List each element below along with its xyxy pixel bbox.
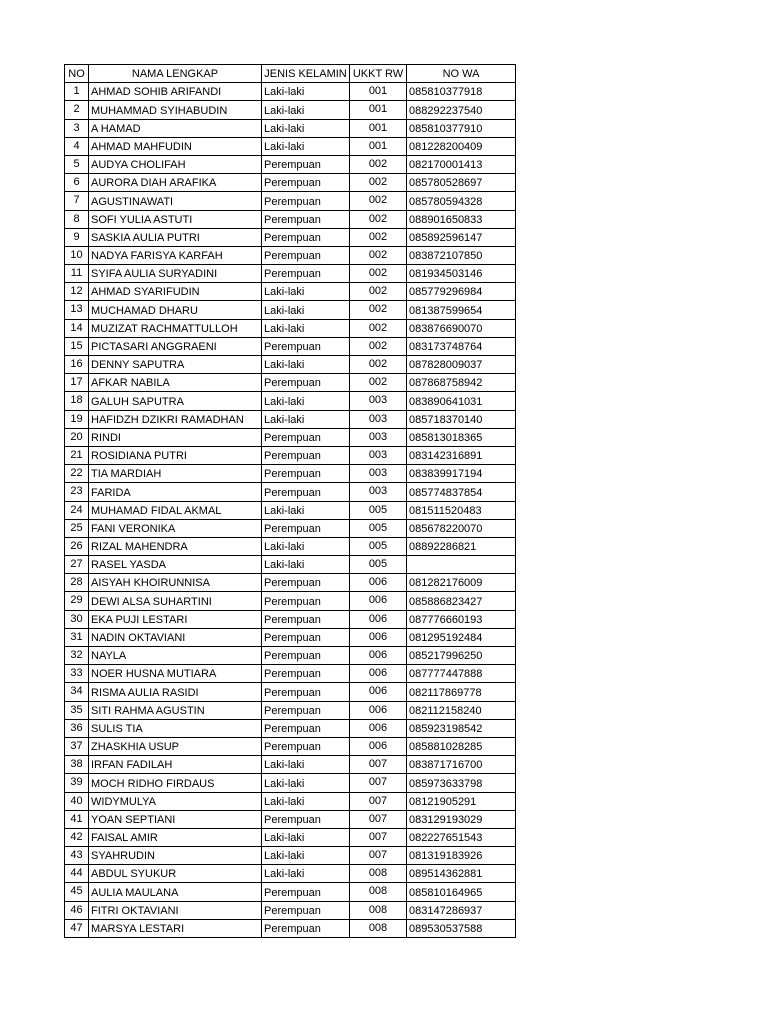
cell-no: 44 <box>65 865 89 883</box>
cell-ukkt-rw: 002 <box>350 174 407 192</box>
table-row <box>65 428 516 446</box>
cell-jenis-kelamin: Perempuan <box>262 665 350 683</box>
cell-jenis-kelamin: Laki-laki <box>262 119 350 137</box>
cell-no-wa: 083173748764 <box>407 337 516 355</box>
cell-no-wa: 085810164965 <box>407 883 516 901</box>
cell-jenis-kelamin: Laki-laki <box>262 410 350 428</box>
cell-nama-lengkap: IRFAN FADILAH <box>89 756 262 774</box>
header-no: NO <box>65 65 89 83</box>
cell-no-wa: 083876690070 <box>407 319 516 337</box>
cell-jenis-kelamin: Perempuan <box>262 574 350 592</box>
cell-jenis-kelamin: Laki-laki <box>262 774 350 792</box>
table-row <box>65 519 516 537</box>
cell-jenis-kelamin: Laki-laki <box>262 83 350 101</box>
header-no-wa: NO WA <box>407 65 516 83</box>
cell-no: 14 <box>65 319 89 337</box>
table-row <box>65 101 516 119</box>
cell-jenis-kelamin: Laki-laki <box>262 501 350 519</box>
cell-jenis-kelamin: Laki-laki <box>262 101 350 119</box>
cell-no-wa: 081387599654 <box>407 301 516 319</box>
cell-ukkt-rw: 007 <box>350 828 407 846</box>
header-row <box>65 65 516 83</box>
table-row <box>65 483 516 501</box>
cell-no-wa: 085973633798 <box>407 774 516 792</box>
cell-no-wa: 083890641031 <box>407 392 516 410</box>
cell-jenis-kelamin: Perempuan <box>262 428 350 446</box>
cell-no-wa: 085881028285 <box>407 737 516 755</box>
table-row <box>65 83 516 101</box>
cell-no-wa: 083129193029 <box>407 810 516 828</box>
cell-no-wa: 083872107850 <box>407 246 516 264</box>
cell-no: 37 <box>65 737 89 755</box>
cell-jenis-kelamin: Perempuan <box>262 810 350 828</box>
cell-jenis-kelamin: Perempuan <box>262 610 350 628</box>
table-row <box>65 301 516 319</box>
cell-no: 4 <box>65 137 89 155</box>
cell-no-wa: 083142316891 <box>407 446 516 464</box>
cell-jenis-kelamin: Perempuan <box>262 737 350 755</box>
cell-no-wa: 089514362881 <box>407 865 516 883</box>
member-table <box>64 64 516 938</box>
cell-no-wa: 082170001413 <box>407 155 516 173</box>
cell-ukkt-rw: 003 <box>350 410 407 428</box>
cell-ukkt-rw: 007 <box>350 756 407 774</box>
cell-nama-lengkap: DENNY SAPUTRA <box>89 356 262 374</box>
table-row <box>65 683 516 701</box>
cell-jenis-kelamin: Perempuan <box>262 901 350 919</box>
cell-no-wa <box>407 556 516 574</box>
cell-ukkt-rw: 005 <box>350 556 407 574</box>
cell-no: 31 <box>65 628 89 646</box>
cell-nama-lengkap: SYAHRUDIN <box>89 847 262 865</box>
cell-nama-lengkap: ABDUL SYUKUR <box>89 865 262 883</box>
cell-no-wa: 085779296984 <box>407 283 516 301</box>
cell-no: 24 <box>65 501 89 519</box>
cell-jenis-kelamin: Perempuan <box>262 719 350 737</box>
cell-ukkt-rw: 006 <box>350 701 407 719</box>
cell-jenis-kelamin: Perempuan <box>262 155 350 173</box>
cell-nama-lengkap: PICTASARI ANGGRAENI <box>89 337 262 355</box>
cell-nama-lengkap: AURORA DIAH ARAFIKA <box>89 174 262 192</box>
table-row <box>65 337 516 355</box>
cell-jenis-kelamin: Laki-laki <box>262 319 350 337</box>
cell-nama-lengkap: AGUSTINAWATI <box>89 192 262 210</box>
cell-no: 30 <box>65 610 89 628</box>
cell-ukkt-rw: 003 <box>350 446 407 464</box>
cell-no-wa: 083839917194 <box>407 465 516 483</box>
cell-no-wa: 089530537588 <box>407 919 516 937</box>
cell-no-wa: 085892596147 <box>407 228 516 246</box>
table-row <box>65 774 516 792</box>
cell-ukkt-rw: 007 <box>350 847 407 865</box>
cell-ukkt-rw: 002 <box>350 265 407 283</box>
cell-ukkt-rw: 003 <box>350 428 407 446</box>
cell-jenis-kelamin: Laki-laki <box>262 392 350 410</box>
cell-no-wa: 081282176009 <box>407 574 516 592</box>
cell-no: 32 <box>65 647 89 665</box>
cell-jenis-kelamin: Perempuan <box>262 628 350 646</box>
cell-no: 33 <box>65 665 89 683</box>
table-row <box>65 901 516 919</box>
cell-no-wa: 088901650833 <box>407 210 516 228</box>
cell-ukkt-rw: 006 <box>350 719 407 737</box>
cell-nama-lengkap: AHMAD SOHIB ARIFANDI <box>89 83 262 101</box>
table-row <box>65 828 516 846</box>
cell-ukkt-rw: 005 <box>350 519 407 537</box>
cell-nama-lengkap: RASEL YASDA <box>89 556 262 574</box>
table-row <box>65 610 516 628</box>
table-row <box>65 265 516 283</box>
cell-ukkt-rw: 008 <box>350 901 407 919</box>
table-row <box>65 756 516 774</box>
cell-ukkt-rw: 002 <box>350 319 407 337</box>
cell-no: 18 <box>65 392 89 410</box>
cell-jenis-kelamin: Perempuan <box>262 174 350 192</box>
cell-no: 2 <box>65 101 89 119</box>
cell-no-wa: 085810377918 <box>407 83 516 101</box>
table-row <box>65 883 516 901</box>
cell-no-wa: 083871716700 <box>407 756 516 774</box>
cell-nama-lengkap: NOER HUSNA MUTIARA <box>89 665 262 683</box>
cell-nama-lengkap: RINDI <box>89 428 262 446</box>
cell-nama-lengkap: AUDYA CHOLIFAH <box>89 155 262 173</box>
cell-no: 7 <box>65 192 89 210</box>
cell-nama-lengkap: EKA PUJI LESTARI <box>89 610 262 628</box>
cell-no-wa: 081934503146 <box>407 265 516 283</box>
cell-nama-lengkap: NAYLA <box>89 647 262 665</box>
cell-ukkt-rw: 006 <box>350 665 407 683</box>
table-header <box>65 65 516 83</box>
cell-jenis-kelamin: Perempuan <box>262 228 350 246</box>
table-row <box>65 228 516 246</box>
cell-no-wa: 087828009037 <box>407 356 516 374</box>
cell-ukkt-rw: 003 <box>350 483 407 501</box>
cell-nama-lengkap: MARSYA LESTARI <box>89 919 262 937</box>
cell-ukkt-rw: 006 <box>350 574 407 592</box>
cell-no-wa: 085678220070 <box>407 519 516 537</box>
cell-nama-lengkap: ROSIDIANA PUTRI <box>89 446 262 464</box>
table-row <box>65 537 516 555</box>
cell-no-wa: 085886823427 <box>407 592 516 610</box>
cell-no-wa: 088292237540 <box>407 101 516 119</box>
cell-ukkt-rw: 006 <box>350 592 407 610</box>
cell-ukkt-rw: 001 <box>350 83 407 101</box>
header-nama-lengkap: NAMA LENGKAP <box>89 65 262 83</box>
cell-nama-lengkap: AISYAH KHOIRUNNISA <box>89 574 262 592</box>
cell-ukkt-rw: 002 <box>350 192 407 210</box>
table-row <box>65 374 516 392</box>
cell-ukkt-rw: 003 <box>350 392 407 410</box>
cell-jenis-kelamin: Perempuan <box>262 210 350 228</box>
cell-no-wa: 081319183926 <box>407 847 516 865</box>
cell-no: 3 <box>65 119 89 137</box>
cell-jenis-kelamin: Laki-laki <box>262 137 350 155</box>
cell-nama-lengkap: FANI VERONIKA <box>89 519 262 537</box>
cell-no: 35 <box>65 701 89 719</box>
cell-ukkt-rw: 007 <box>350 792 407 810</box>
cell-ukkt-rw: 006 <box>350 610 407 628</box>
cell-nama-lengkap: DEWI ALSA SUHARTINI <box>89 592 262 610</box>
cell-no-wa: 08121905291 <box>407 792 516 810</box>
cell-no-wa: 081511520483 <box>407 501 516 519</box>
cell-no: 45 <box>65 883 89 901</box>
table-row <box>65 665 516 683</box>
table-row <box>65 246 516 264</box>
cell-no: 42 <box>65 828 89 846</box>
cell-nama-lengkap: SOFI YULIA ASTUTI <box>89 210 262 228</box>
table-row <box>65 356 516 374</box>
cell-ukkt-rw: 006 <box>350 737 407 755</box>
cell-no-wa: 087777447888 <box>407 665 516 683</box>
cell-nama-lengkap: SITI RAHMA AGUSTIN <box>89 701 262 719</box>
table-row <box>65 810 516 828</box>
cell-ukkt-rw: 002 <box>350 228 407 246</box>
cell-ukkt-rw: 003 <box>350 465 407 483</box>
cell-no: 46 <box>65 901 89 919</box>
cell-jenis-kelamin: Perempuan <box>262 592 350 610</box>
cell-jenis-kelamin: Perempuan <box>262 446 350 464</box>
cell-nama-lengkap: FAISAL AMIR <box>89 828 262 846</box>
cell-nama-lengkap: RISMA AULIA RASIDI <box>89 683 262 701</box>
cell-nama-lengkap: FARIDA <box>89 483 262 501</box>
cell-no-wa: 087868758942 <box>407 374 516 392</box>
cell-no-wa: 083147286937 <box>407 901 516 919</box>
cell-nama-lengkap: MUHAMAD FIDAL AKMAL <box>89 501 262 519</box>
cell-ukkt-rw: 007 <box>350 774 407 792</box>
cell-no: 26 <box>65 537 89 555</box>
cell-jenis-kelamin: Perempuan <box>262 519 350 537</box>
table-row <box>65 737 516 755</box>
table-row <box>65 319 516 337</box>
cell-ukkt-rw: 002 <box>350 155 407 173</box>
header-ukkt-rw: UKKT RW <box>350 65 407 83</box>
cell-no: 10 <box>65 246 89 264</box>
cell-ukkt-rw: 008 <box>350 865 407 883</box>
table-row <box>65 847 516 865</box>
cell-jenis-kelamin: Laki-laki <box>262 556 350 574</box>
cell-no-wa: 081228200409 <box>407 137 516 155</box>
cell-no: 23 <box>65 483 89 501</box>
cell-nama-lengkap: AFKAR NABILA <box>89 374 262 392</box>
cell-jenis-kelamin: Laki-laki <box>262 865 350 883</box>
cell-no: 15 <box>65 337 89 355</box>
cell-nama-lengkap: ZHASKHIA USUP <box>89 737 262 755</box>
cell-ukkt-rw: 001 <box>350 101 407 119</box>
table-row <box>65 647 516 665</box>
cell-jenis-kelamin: Laki-laki <box>262 301 350 319</box>
cell-no: 28 <box>65 574 89 592</box>
cell-nama-lengkap: AHMAD SYARIFUDIN <box>89 283 262 301</box>
cell-jenis-kelamin: Perempuan <box>262 192 350 210</box>
table-row <box>65 501 516 519</box>
cell-ukkt-rw: 008 <box>350 919 407 937</box>
cell-nama-lengkap: NADYA FARISYA KARFAH <box>89 246 262 264</box>
cell-no-wa: 082227651543 <box>407 828 516 846</box>
cell-nama-lengkap: YOAN SEPTIANI <box>89 810 262 828</box>
cell-no-wa: 087776660193 <box>407 610 516 628</box>
cell-no: 13 <box>65 301 89 319</box>
cell-ukkt-rw: 001 <box>350 119 407 137</box>
cell-nama-lengkap: MUZIZAT RACHMATTULLOH <box>89 319 262 337</box>
table-row <box>65 919 516 937</box>
cell-no-wa: 08892286821 <box>407 537 516 555</box>
cell-no: 19 <box>65 410 89 428</box>
cell-no-wa: 081295192484 <box>407 628 516 646</box>
table-row <box>65 446 516 464</box>
table-row <box>65 719 516 737</box>
cell-no: 20 <box>65 428 89 446</box>
cell-no-wa: 085718370140 <box>407 410 516 428</box>
cell-jenis-kelamin: Laki-laki <box>262 537 350 555</box>
cell-no: 21 <box>65 446 89 464</box>
cell-ukkt-rw: 007 <box>350 810 407 828</box>
header-jenis-kelamin: JENIS KELAMIN <box>262 65 350 83</box>
cell-no: 17 <box>65 374 89 392</box>
cell-no: 47 <box>65 919 89 937</box>
cell-no: 43 <box>65 847 89 865</box>
cell-no-wa: 085810377910 <box>407 119 516 137</box>
cell-jenis-kelamin: Perempuan <box>262 374 350 392</box>
cell-nama-lengkap: SYIFA AULIA SURYADINI <box>89 265 262 283</box>
cell-jenis-kelamin: Perempuan <box>262 701 350 719</box>
cell-ukkt-rw: 005 <box>350 501 407 519</box>
table-row <box>65 574 516 592</box>
cell-no-wa: 085923198542 <box>407 719 516 737</box>
cell-no: 25 <box>65 519 89 537</box>
cell-ukkt-rw: 002 <box>350 374 407 392</box>
cell-no: 6 <box>65 174 89 192</box>
cell-no-wa: 082112158240 <box>407 701 516 719</box>
cell-jenis-kelamin: Laki-laki <box>262 828 350 846</box>
cell-jenis-kelamin: Laki-laki <box>262 792 350 810</box>
cell-no-wa: 085780594328 <box>407 192 516 210</box>
cell-nama-lengkap: TIA MARDIAH <box>89 465 262 483</box>
cell-ukkt-rw: 006 <box>350 683 407 701</box>
cell-ukkt-rw: 002 <box>350 337 407 355</box>
cell-ukkt-rw: 006 <box>350 647 407 665</box>
cell-jenis-kelamin: Laki-laki <box>262 756 350 774</box>
cell-no: 16 <box>65 356 89 374</box>
cell-no-wa: 085813018365 <box>407 428 516 446</box>
cell-no: 12 <box>65 283 89 301</box>
cell-jenis-kelamin: Perempuan <box>262 919 350 937</box>
cell-jenis-kelamin: Perempuan <box>262 246 350 264</box>
cell-nama-lengkap: AHMAD MAHFUDIN <box>89 137 262 155</box>
table-body <box>65 83 516 938</box>
cell-nama-lengkap: SASKIA AULIA PUTRI <box>89 228 262 246</box>
cell-no: 41 <box>65 810 89 828</box>
cell-no: 38 <box>65 756 89 774</box>
table-row <box>65 465 516 483</box>
cell-jenis-kelamin: Laki-laki <box>262 283 350 301</box>
cell-ukkt-rw: 002 <box>350 356 407 374</box>
cell-no: 8 <box>65 210 89 228</box>
table-row <box>65 701 516 719</box>
cell-ukkt-rw: 005 <box>350 537 407 555</box>
cell-nama-lengkap: FITRI OKTAVIANI <box>89 901 262 919</box>
table-row <box>65 283 516 301</box>
cell-jenis-kelamin: Laki-laki <box>262 356 350 374</box>
table-row <box>65 155 516 173</box>
cell-ukkt-rw: 006 <box>350 628 407 646</box>
cell-no: 11 <box>65 265 89 283</box>
cell-nama-lengkap: A HAMAD <box>89 119 262 137</box>
table-row <box>65 210 516 228</box>
cell-nama-lengkap: MUCHAMAD DHARU <box>89 301 262 319</box>
cell-nama-lengkap: MOCH RIDHO FIRDAUS <box>89 774 262 792</box>
cell-jenis-kelamin: Perempuan <box>262 337 350 355</box>
table-row <box>65 174 516 192</box>
table-row <box>65 556 516 574</box>
cell-nama-lengkap: AULIA MAULANA <box>89 883 262 901</box>
cell-ukkt-rw: 002 <box>350 246 407 264</box>
cell-jenis-kelamin: Perempuan <box>262 465 350 483</box>
table-row <box>65 192 516 210</box>
cell-no: 1 <box>65 83 89 101</box>
cell-nama-lengkap: NADIN OKTAVIANI <box>89 628 262 646</box>
table-row <box>65 392 516 410</box>
cell-nama-lengkap: GALUH SAPUTRA <box>89 392 262 410</box>
cell-ukkt-rw: 002 <box>350 301 407 319</box>
cell-no: 9 <box>65 228 89 246</box>
table-row <box>65 119 516 137</box>
cell-no: 40 <box>65 792 89 810</box>
cell-jenis-kelamin: Perempuan <box>262 883 350 901</box>
cell-no-wa: 085780528697 <box>407 174 516 192</box>
cell-ukkt-rw: 002 <box>350 210 407 228</box>
cell-jenis-kelamin: Perempuan <box>262 683 350 701</box>
cell-nama-lengkap: SULIS TIA <box>89 719 262 737</box>
cell-jenis-kelamin: Perempuan <box>262 265 350 283</box>
table-row <box>65 865 516 883</box>
cell-nama-lengkap: RIZAL MAHENDRA <box>89 537 262 555</box>
cell-jenis-kelamin: Laki-laki <box>262 847 350 865</box>
cell-ukkt-rw: 008 <box>350 883 407 901</box>
table-row <box>65 628 516 646</box>
cell-jenis-kelamin: Perempuan <box>262 647 350 665</box>
cell-no: 27 <box>65 556 89 574</box>
cell-jenis-kelamin: Perempuan <box>262 483 350 501</box>
cell-nama-lengkap: WIDYMULYA <box>89 792 262 810</box>
cell-no-wa: 085217996250 <box>407 647 516 665</box>
cell-no-wa: 085774837854 <box>407 483 516 501</box>
table-row <box>65 410 516 428</box>
cell-no: 39 <box>65 774 89 792</box>
cell-no: 36 <box>65 719 89 737</box>
cell-nama-lengkap: MUHAMMAD SYIHABUDIN <box>89 101 262 119</box>
cell-no: 34 <box>65 683 89 701</box>
table-row <box>65 137 516 155</box>
table-row <box>65 792 516 810</box>
cell-no-wa: 082117869778 <box>407 683 516 701</box>
table-row <box>65 592 516 610</box>
cell-ukkt-rw: 002 <box>350 283 407 301</box>
cell-ukkt-rw: 001 <box>350 137 407 155</box>
cell-no: 22 <box>65 465 89 483</box>
cell-no: 29 <box>65 592 89 610</box>
cell-no: 5 <box>65 155 89 173</box>
cell-nama-lengkap: HAFIDZH DZIKRI RAMADHAN <box>89 410 262 428</box>
